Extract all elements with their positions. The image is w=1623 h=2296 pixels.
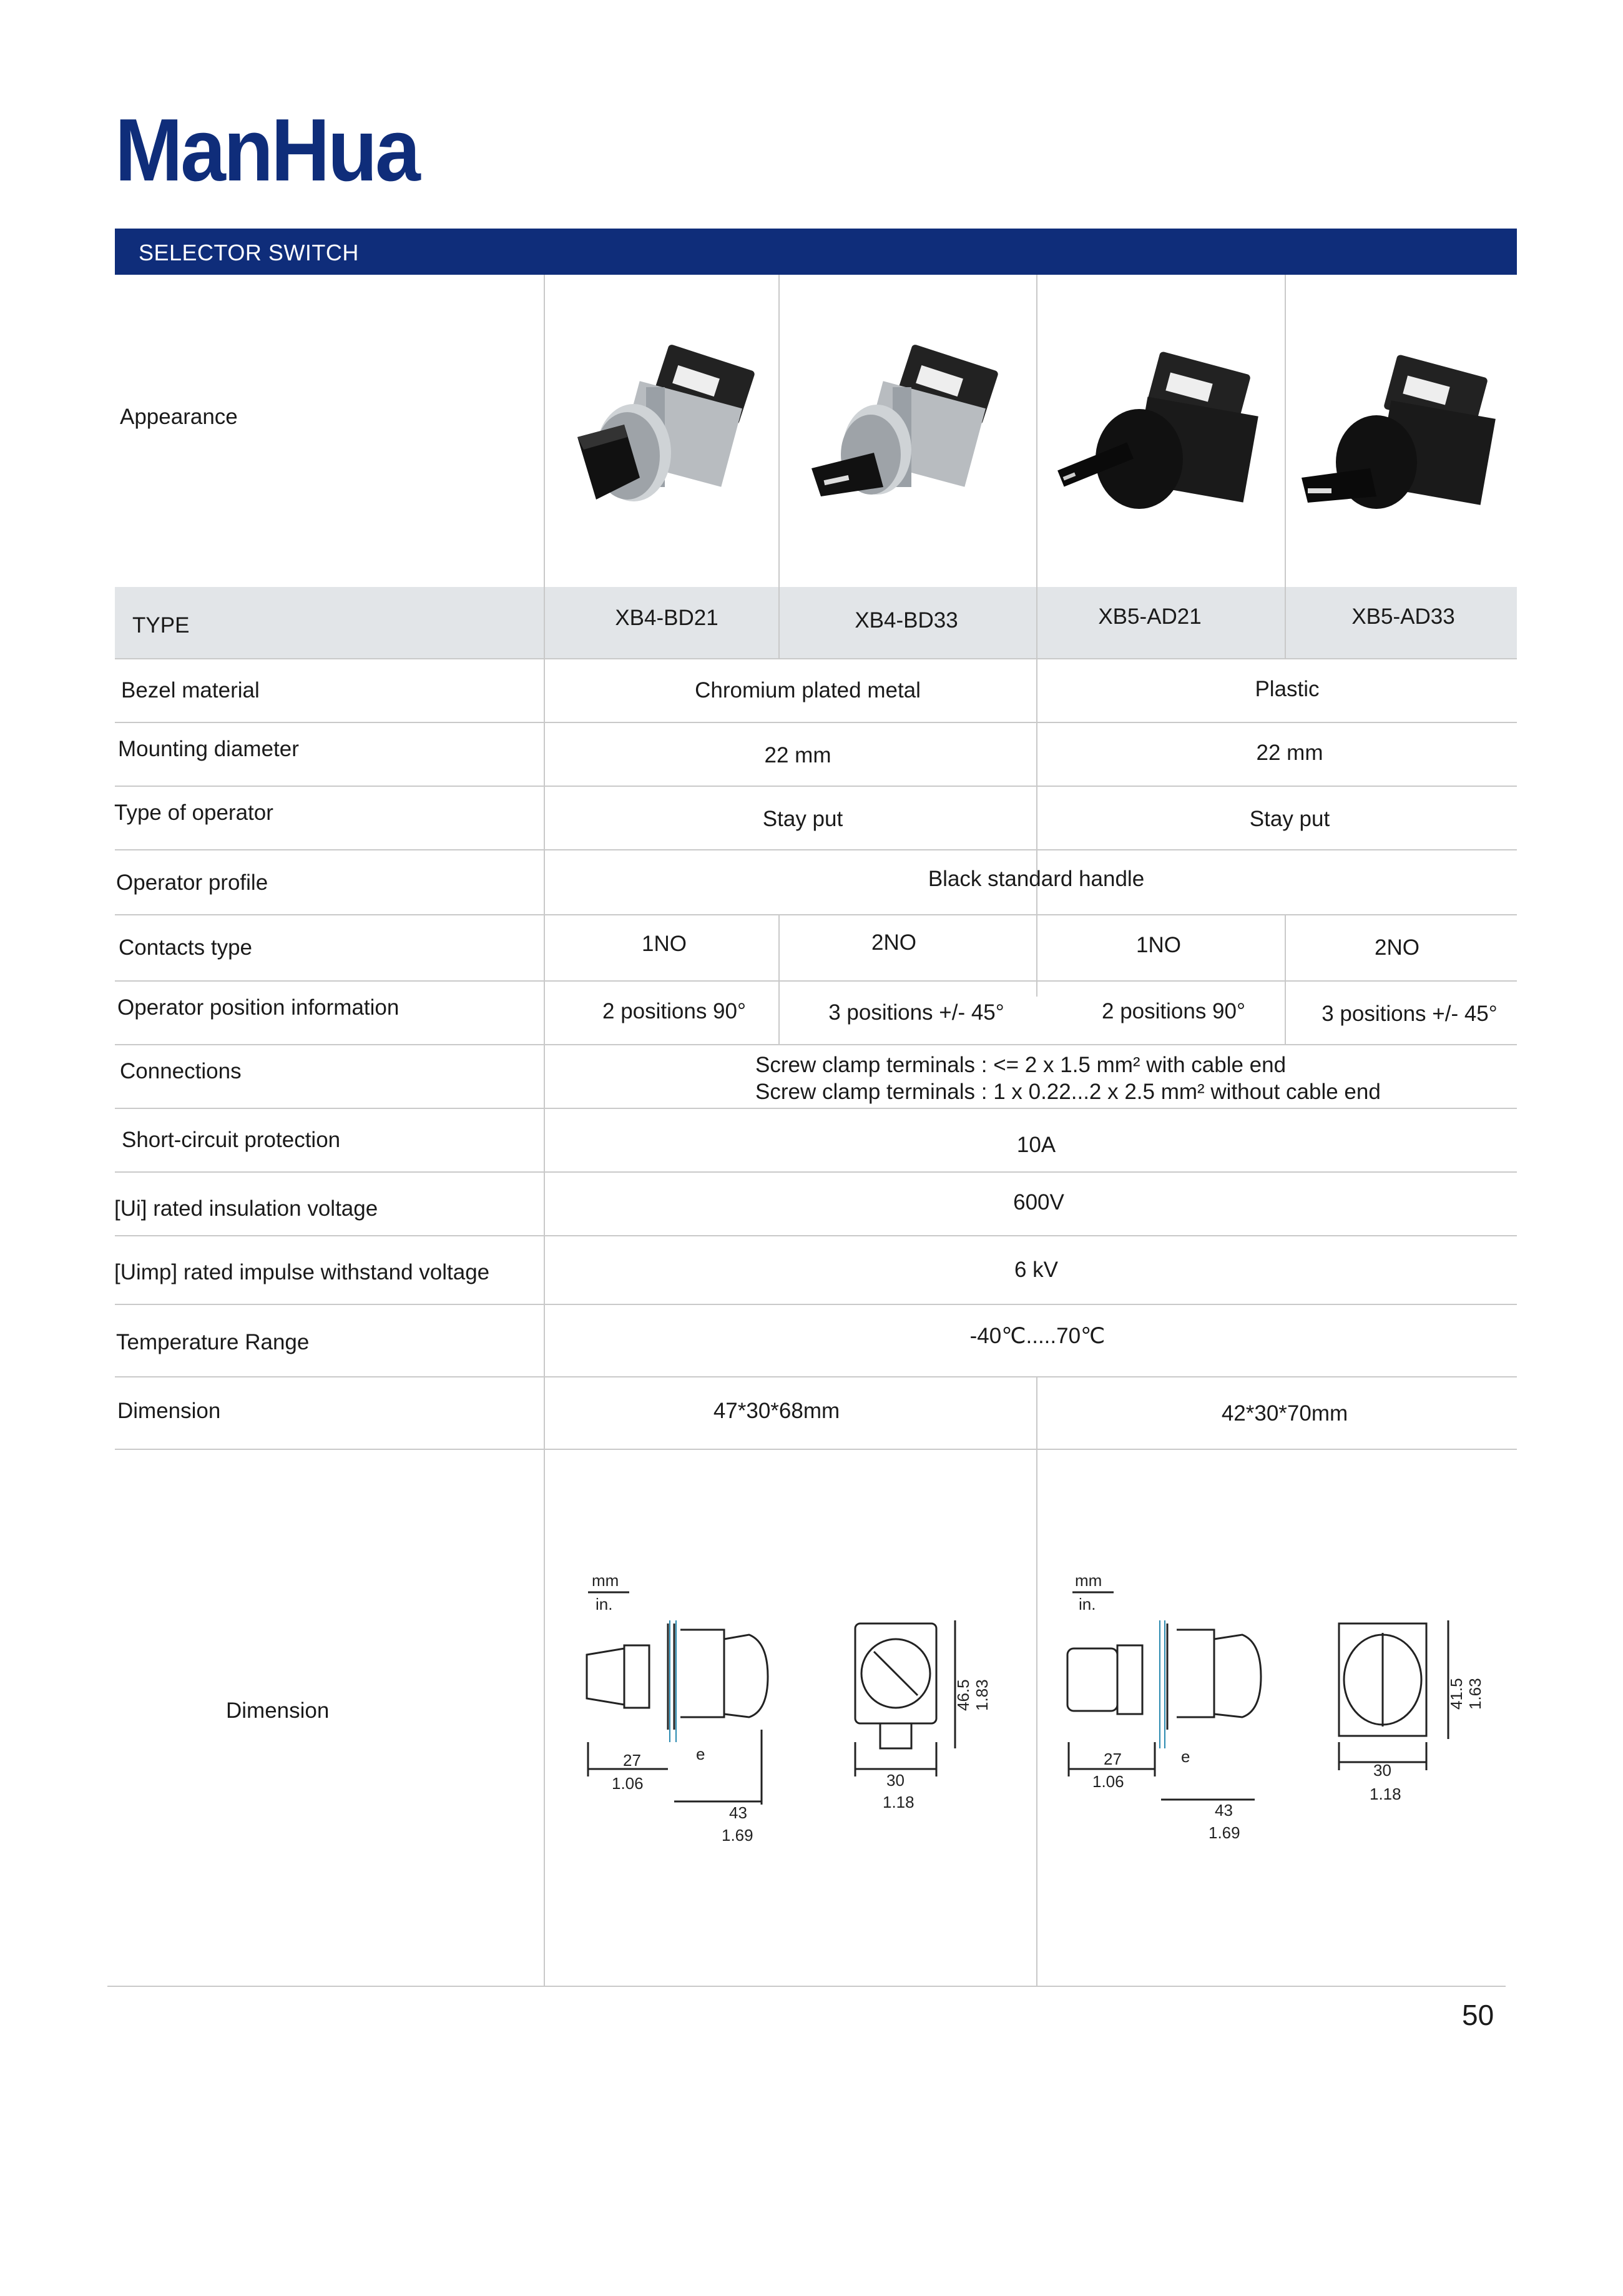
dim-label: 1.69	[1209, 1823, 1240, 1842]
type-row-background	[115, 587, 1517, 658]
unit-mm-label: mm	[592, 1571, 619, 1590]
row-label-bezel: Bezel material	[121, 678, 260, 702]
product-image-xb4-bd33	[805, 343, 1011, 525]
dim-label: 1.06	[1092, 1772, 1124, 1791]
row-label-type: TYPE	[132, 613, 190, 638]
row-label-dimension: Dimension	[117, 1399, 221, 1423]
mounting-cell: 22 mm	[764, 743, 831, 767]
dim-label: 27	[1104, 1750, 1122, 1768]
unit-in-label: in.	[1079, 1595, 1096, 1614]
row-label-position-info: Operator position information	[117, 995, 400, 1020]
connections-line: Screw clamp terminals : <= 2 x 1.5 mm² with cable end	[755, 1053, 1287, 1077]
dim-label: 30	[886, 1771, 905, 1790]
uimp-cell: 6 kV	[1014, 1258, 1059, 1282]
dim-label: e	[696, 1745, 705, 1763]
row-label-dimension-drawing: Dimension	[226, 1698, 330, 1723]
contacts-cell: 1NO	[1136, 933, 1181, 957]
dim-label: 43	[729, 1803, 747, 1822]
dimension-drawing-xb5	[1061, 1561, 1498, 1848]
row-label-ui: [Ui] rated insulation voltage	[114, 1196, 378, 1221]
operator-type-cell: Stay put	[762, 807, 843, 831]
dimension-cell: 42*30*70mm	[1221, 1401, 1348, 1426]
section-banner	[115, 229, 1517, 275]
row-label-operator-type: Type of operator	[114, 801, 273, 825]
position-cell: 2 positions 90°	[602, 999, 746, 1023]
dim-label: 1.06	[612, 1774, 644, 1793]
position-cell: 3 positions +/- 45°	[1321, 1002, 1498, 1026]
unit-in-label: in.	[596, 1595, 613, 1614]
row-label-temperature: Temperature Range	[116, 1330, 310, 1354]
dim-label: 43	[1215, 1801, 1233, 1820]
product-image-xb4-bd21	[565, 343, 771, 525]
row-label-short-circuit: Short-circuit protection	[122, 1128, 341, 1152]
position-cell: 2 positions 90°	[1102, 999, 1245, 1023]
unit-mm-label: mm	[1075, 1571, 1102, 1590]
dimension-cell: 47*30*68mm	[713, 1399, 840, 1423]
temperature-cell: -40℃.....70℃	[969, 1324, 1106, 1348]
operator-profile-cell: Black standard handle	[928, 867, 1145, 891]
connections-line: Screw clamp terminals : 1 x 0.22...2 x 2.5 mm² without cable end	[755, 1080, 1381, 1104]
section-title: SELECTOR SWITCH	[139, 240, 359, 265]
dim-label: 1.18	[883, 1793, 914, 1811]
row-label-mounting: Mounting diameter	[118, 737, 299, 761]
type-cell: XB5-AD33	[1351, 604, 1455, 629]
dim-label: 46.5	[954, 1679, 973, 1711]
type-cell: XB5-AD21	[1098, 604, 1202, 629]
bezel-cell: Chromium plated metal	[695, 678, 921, 702]
type-cell: XB4-BD33	[855, 608, 958, 633]
row-label-appearance: Appearance	[120, 405, 238, 429]
dim-label: 1.69	[722, 1826, 753, 1845]
bezel-cell: Plastic	[1255, 677, 1320, 701]
dim-label: 1.83	[973, 1679, 991, 1711]
dim-label: 30	[1373, 1761, 1391, 1780]
ui-cell: 600V	[1013, 1190, 1064, 1215]
operator-type-cell: Stay put	[1249, 807, 1330, 831]
dimension-drawing-xb4	[581, 1561, 993, 1855]
position-cell: 3 positions +/- 45°	[828, 1000, 1004, 1025]
short-circuit-cell: 10A	[1016, 1133, 1056, 1157]
dim-label: e	[1181, 1747, 1190, 1766]
type-cell: XB4-BD21	[615, 606, 718, 630]
brand-logo: ManHua	[115, 101, 419, 200]
dim-label: 27	[623, 1751, 641, 1770]
dim-label: 1.63	[1466, 1678, 1484, 1710]
row-label-connections: Connections	[120, 1059, 242, 1083]
row-label-operator-profile: Operator profile	[116, 870, 268, 895]
product-image-xb5-ad21	[1046, 350, 1277, 525]
product-image-xb5-ad33	[1295, 350, 1508, 525]
page-number: 50	[1462, 1999, 1494, 2031]
contacts-cell: 2NO	[871, 930, 916, 955]
row-label-uimp: [Uimp] rated impulse withstand voltage	[114, 1260, 490, 1284]
row-label-contacts: Contacts type	[119, 935, 252, 960]
contacts-cell: 2NO	[1375, 935, 1420, 960]
dim-label: 41.5	[1447, 1678, 1466, 1710]
mounting-cell: 22 mm	[1256, 741, 1323, 765]
dim-label: 1.18	[1370, 1785, 1401, 1803]
contacts-cell: 1NO	[642, 932, 687, 956]
